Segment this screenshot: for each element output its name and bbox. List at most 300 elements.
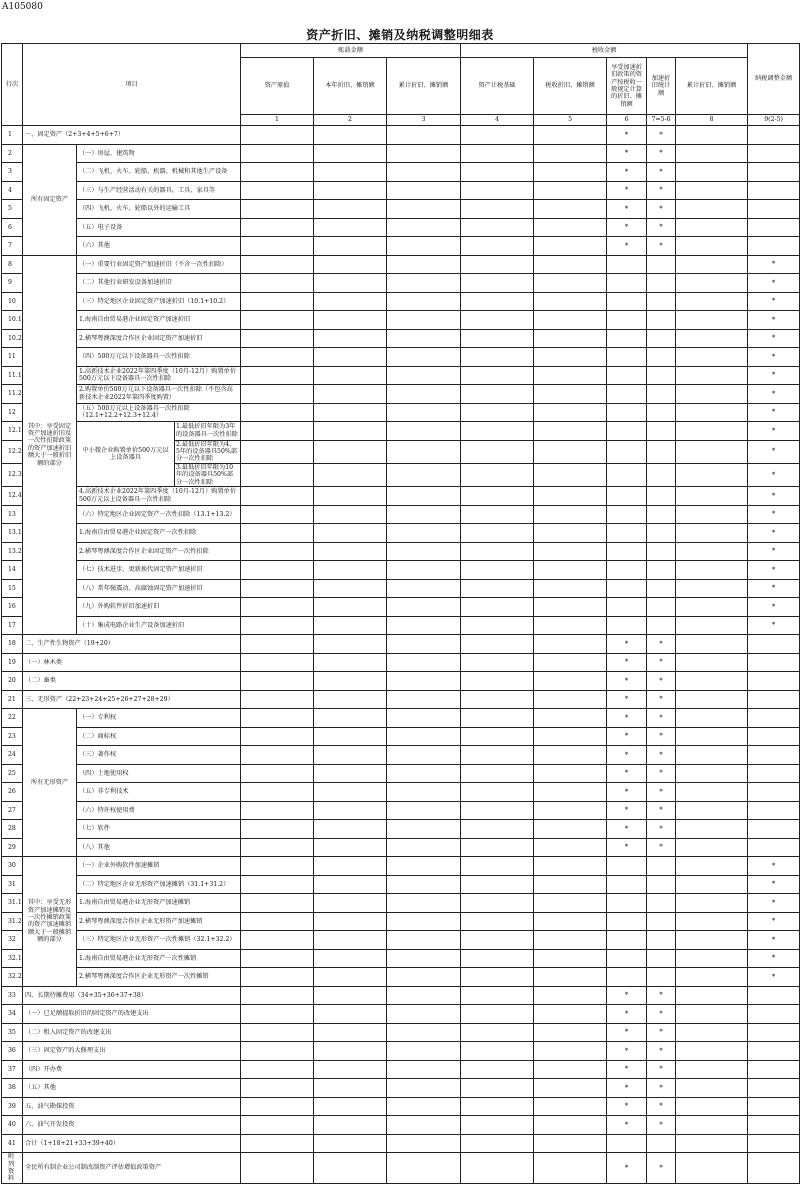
amount-cell-col-8[interactable] <box>676 1060 748 1079</box>
amount-cell-col-4[interactable] <box>461 949 534 968</box>
amount-cell-col-1[interactable] <box>241 487 314 506</box>
amount-cell-col-3[interactable] <box>387 1060 461 1079</box>
amount-cell-col-1[interactable] <box>241 385 314 404</box>
amount-cell-col-4[interactable] <box>461 875 534 894</box>
amount-cell-col-3[interactable] <box>387 912 461 931</box>
amount-cell-col-3[interactable] <box>387 1116 461 1135</box>
amount-cell-col-7[interactable] <box>647 857 676 876</box>
amount-cell-col-3[interactable] <box>387 709 461 728</box>
amount-cell-col-4[interactable] <box>461 311 534 330</box>
amount-cell-col-3[interactable] <box>387 463 461 486</box>
amount-cell-col-5[interactable] <box>534 598 607 617</box>
amount-cell-col-8[interactable] <box>676 801 748 820</box>
amount-cell-col-3[interactable] <box>387 1079 461 1098</box>
amount-cell-col-1[interactable] <box>241 561 314 580</box>
amount-cell-col-1[interactable] <box>241 311 314 330</box>
amount-cell-col-5[interactable] <box>534 385 607 404</box>
amount-cell-col-3[interactable] <box>387 764 461 783</box>
amount-cell-col-4[interactable] <box>461 255 534 274</box>
amount-cell-col-1[interactable] <box>241 1134 314 1153</box>
amount-cell-col-2[interactable] <box>314 986 387 1005</box>
amount-cell-col-4[interactable] <box>461 912 534 931</box>
amount-cell-col-4[interactable] <box>461 727 534 746</box>
amount-cell-col-4[interactable] <box>461 163 534 182</box>
amount-cell-col-5[interactable] <box>534 1116 607 1135</box>
amount-cell-col-2[interactable] <box>314 616 387 635</box>
amount-cell-col-6[interactable] <box>607 385 647 404</box>
amount-cell-col-6[interactable] <box>607 968 647 987</box>
amount-cell-col-5[interactable] <box>534 524 607 543</box>
amount-cell-col-2[interactable] <box>314 237 387 256</box>
amount-cell-col-7[interactable] <box>647 931 676 950</box>
amount-cell-col-8[interactable] <box>676 181 748 200</box>
amount-cell-col-5[interactable] <box>534 366 607 385</box>
amount-cell-col-7[interactable] <box>647 505 676 524</box>
amount-cell-col-7[interactable] <box>647 292 676 311</box>
amount-cell-col-1[interactable] <box>241 440 314 463</box>
amount-cell-col-7[interactable] <box>647 579 676 598</box>
amount-cell-col-8[interactable] <box>676 200 748 219</box>
amount-cell-col-1[interactable] <box>241 986 314 1005</box>
amount-cell-col-2[interactable] <box>314 1079 387 1098</box>
amount-cell-col-4[interactable] <box>461 274 534 293</box>
amount-cell-col-1[interactable] <box>241 1023 314 1042</box>
amount-cell-col-7[interactable] <box>647 875 676 894</box>
amount-cell-col-2[interactable] <box>314 801 387 820</box>
amount-cell-col-2[interactable] <box>314 385 387 404</box>
amount-cell-col-9[interactable] <box>748 1005 800 1024</box>
amount-cell-col-3[interactable] <box>387 801 461 820</box>
amount-cell-col-1[interactable] <box>241 1153 314 1184</box>
amount-cell-col-4[interactable] <box>461 144 534 163</box>
amount-cell-col-1[interactable] <box>241 463 314 486</box>
amount-cell-col-5[interactable] <box>534 968 607 987</box>
amount-cell-col-6[interactable] <box>607 292 647 311</box>
amount-cell-col-2[interactable] <box>314 311 387 330</box>
amount-cell-col-5[interactable] <box>534 653 607 672</box>
amount-cell-col-7[interactable] <box>647 894 676 913</box>
amount-cell-col-2[interactable] <box>314 1097 387 1116</box>
amount-cell-col-5[interactable] <box>534 487 607 506</box>
amount-cell-col-5[interactable] <box>534 1079 607 1098</box>
amount-cell-col-3[interactable] <box>387 487 461 506</box>
amount-cell-col-7[interactable] <box>647 949 676 968</box>
amount-cell-col-2[interactable] <box>314 1023 387 1042</box>
amount-cell-col-8[interactable] <box>676 820 748 839</box>
amount-cell-col-3[interactable] <box>387 329 461 348</box>
amount-cell-col-5[interactable] <box>534 542 607 561</box>
amount-cell-col-3[interactable] <box>387 403 461 422</box>
amount-cell-col-1[interactable] <box>241 820 314 839</box>
amount-cell-col-7[interactable] <box>647 329 676 348</box>
amount-cell-col-8[interactable] <box>676 487 748 506</box>
amount-cell-col-1[interactable] <box>241 672 314 691</box>
amount-cell-col-6[interactable] <box>607 857 647 876</box>
amount-cell-col-1[interactable] <box>241 1042 314 1061</box>
amount-cell-col-6[interactable] <box>607 912 647 931</box>
amount-cell-col-1[interactable] <box>241 274 314 293</box>
amount-cell-col-6[interactable] <box>607 579 647 598</box>
amount-cell-col-1[interactable] <box>241 690 314 709</box>
amount-cell-col-5[interactable] <box>534 422 607 441</box>
amount-cell-col-5[interactable] <box>534 1060 607 1079</box>
amount-cell-col-6[interactable] <box>607 403 647 422</box>
amount-cell-col-6[interactable] <box>607 1134 647 1153</box>
amount-cell-col-2[interactable] <box>314 931 387 950</box>
amount-cell-col-3[interactable] <box>387 635 461 654</box>
amount-cell-col-2[interactable] <box>314 348 387 367</box>
amount-cell-col-8[interactable] <box>676 653 748 672</box>
amount-cell-col-3[interactable] <box>387 653 461 672</box>
amount-cell-col-7[interactable] <box>647 912 676 931</box>
amount-cell-col-2[interactable] <box>314 200 387 219</box>
amount-cell-col-3[interactable] <box>387 875 461 894</box>
amount-cell-col-9[interactable] <box>748 635 800 654</box>
amount-cell-col-6[interactable] <box>607 875 647 894</box>
amount-cell-col-3[interactable] <box>387 672 461 691</box>
amount-cell-col-1[interactable] <box>241 542 314 561</box>
amount-cell-col-9[interactable] <box>748 218 800 237</box>
amount-cell-col-2[interactable] <box>314 579 387 598</box>
amount-cell-col-3[interactable] <box>387 505 461 524</box>
amount-cell-col-8[interactable] <box>676 542 748 561</box>
amount-cell-col-1[interactable] <box>241 764 314 783</box>
amount-cell-col-2[interactable] <box>314 163 387 182</box>
amount-cell-col-9[interactable] <box>748 838 800 857</box>
amount-cell-col-9[interactable] <box>748 237 800 256</box>
amount-cell-col-9[interactable] <box>748 1042 800 1061</box>
amount-cell-col-7[interactable] <box>647 542 676 561</box>
amount-cell-col-5[interactable] <box>534 163 607 182</box>
amount-cell-col-1[interactable] <box>241 598 314 617</box>
amount-cell-col-5[interactable] <box>534 348 607 367</box>
amount-cell-col-2[interactable] <box>314 126 387 145</box>
amount-cell-col-5[interactable] <box>534 690 607 709</box>
amount-cell-col-4[interactable] <box>461 690 534 709</box>
amount-cell-col-8[interactable] <box>676 403 748 422</box>
amount-cell-col-5[interactable] <box>534 1023 607 1042</box>
amount-cell-col-3[interactable] <box>387 255 461 274</box>
amount-cell-col-3[interactable] <box>387 144 461 163</box>
amount-cell-col-5[interactable] <box>534 894 607 913</box>
amount-cell-col-1[interactable] <box>241 403 314 422</box>
amount-cell-col-8[interactable] <box>676 764 748 783</box>
amount-cell-col-3[interactable] <box>387 292 461 311</box>
amount-cell-col-7[interactable] <box>647 348 676 367</box>
amount-cell-col-8[interactable] <box>676 857 748 876</box>
amount-cell-col-2[interactable] <box>314 463 387 486</box>
amount-cell-col-1[interactable] <box>241 422 314 441</box>
amount-cell-col-7[interactable] <box>647 487 676 506</box>
amount-cell-col-4[interactable] <box>461 1060 534 1079</box>
amount-cell-col-4[interactable] <box>461 986 534 1005</box>
amount-cell-col-8[interactable] <box>676 524 748 543</box>
amount-cell-col-8[interactable] <box>676 366 748 385</box>
amount-cell-col-5[interactable] <box>534 403 607 422</box>
amount-cell-col-9[interactable] <box>748 1097 800 1116</box>
amount-cell-col-9[interactable] <box>748 144 800 163</box>
amount-cell-col-9[interactable] <box>748 181 800 200</box>
amount-cell-col-4[interactable] <box>461 1097 534 1116</box>
amount-cell-col-4[interactable] <box>461 561 534 580</box>
amount-cell-col-4[interactable] <box>461 801 534 820</box>
amount-cell-col-2[interactable] <box>314 561 387 580</box>
amount-cell-col-2[interactable] <box>314 255 387 274</box>
amount-cell-col-1[interactable] <box>241 801 314 820</box>
amount-cell-col-3[interactable] <box>387 1153 461 1184</box>
amount-cell-col-5[interactable] <box>534 820 607 839</box>
amount-cell-col-8[interactable] <box>676 561 748 580</box>
amount-cell-col-1[interactable] <box>241 579 314 598</box>
amount-cell-col-8[interactable] <box>676 255 748 274</box>
amount-cell-col-2[interactable] <box>314 440 387 463</box>
amount-cell-col-4[interactable] <box>461 200 534 219</box>
amount-cell-col-6[interactable] <box>607 931 647 950</box>
amount-cell-col-5[interactable] <box>534 912 607 931</box>
amount-cell-col-1[interactable] <box>241 857 314 876</box>
amount-cell-col-4[interactable] <box>461 579 534 598</box>
amount-cell-col-4[interactable] <box>461 422 534 441</box>
amount-cell-col-3[interactable] <box>387 237 461 256</box>
amount-cell-col-4[interactable] <box>461 1116 534 1135</box>
amount-cell-col-2[interactable] <box>314 403 387 422</box>
amount-cell-col-1[interactable] <box>241 366 314 385</box>
amount-cell-col-8[interactable] <box>676 598 748 617</box>
amount-cell-col-5[interactable] <box>534 709 607 728</box>
amount-cell-col-4[interactable] <box>461 968 534 987</box>
amount-cell-col-8[interactable] <box>676 1153 748 1184</box>
amount-cell-col-3[interactable] <box>387 1005 461 1024</box>
amount-cell-col-3[interactable] <box>387 440 461 463</box>
amount-cell-col-3[interactable] <box>387 857 461 876</box>
amount-cell-col-8[interactable] <box>676 1079 748 1098</box>
amount-cell-col-4[interactable] <box>461 653 534 672</box>
amount-cell-col-3[interactable] <box>387 894 461 913</box>
amount-cell-col-8[interactable] <box>676 126 748 145</box>
amount-cell-col-8[interactable] <box>676 505 748 524</box>
amount-cell-col-5[interactable] <box>534 579 607 598</box>
amount-cell-col-4[interactable] <box>461 857 534 876</box>
amount-cell-col-9[interactable] <box>748 801 800 820</box>
amount-cell-col-8[interactable] <box>676 635 748 654</box>
amount-cell-col-6[interactable] <box>607 542 647 561</box>
amount-cell-col-2[interactable] <box>314 1153 387 1184</box>
amount-cell-col-9[interactable] <box>748 1116 800 1135</box>
amount-cell-col-3[interactable] <box>387 616 461 635</box>
amount-cell-col-5[interactable] <box>534 875 607 894</box>
amount-cell-col-6[interactable] <box>607 329 647 348</box>
amount-cell-col-8[interactable] <box>676 690 748 709</box>
amount-cell-col-8[interactable] <box>676 746 748 765</box>
amount-cell-col-2[interactable] <box>314 746 387 765</box>
amount-cell-col-3[interactable] <box>387 126 461 145</box>
amount-cell-col-3[interactable] <box>387 1042 461 1061</box>
amount-cell-col-4[interactable] <box>461 764 534 783</box>
amount-cell-col-8[interactable] <box>676 968 748 987</box>
amount-cell-col-3[interactable] <box>387 561 461 580</box>
amount-cell-col-7[interactable] <box>647 422 676 441</box>
amount-cell-col-1[interactable] <box>241 237 314 256</box>
amount-cell-col-3[interactable] <box>387 838 461 857</box>
amount-cell-col-2[interactable] <box>314 690 387 709</box>
amount-cell-col-4[interactable] <box>461 403 534 422</box>
amount-cell-col-1[interactable] <box>241 635 314 654</box>
amount-cell-col-2[interactable] <box>314 487 387 506</box>
amount-cell-col-3[interactable] <box>387 181 461 200</box>
amount-cell-col-8[interactable] <box>676 986 748 1005</box>
amount-cell-col-8[interactable] <box>676 579 748 598</box>
amount-cell-col-3[interactable] <box>387 931 461 950</box>
amount-cell-col-8[interactable] <box>676 218 748 237</box>
amount-cell-col-1[interactable] <box>241 218 314 237</box>
amount-cell-col-3[interactable] <box>387 366 461 385</box>
amount-cell-col-7[interactable] <box>647 463 676 486</box>
amount-cell-col-4[interactable] <box>461 820 534 839</box>
amount-cell-col-9[interactable] <box>748 820 800 839</box>
amount-cell-col-8[interactable] <box>676 949 748 968</box>
amount-cell-col-9[interactable] <box>748 672 800 691</box>
amount-cell-col-1[interactable] <box>241 1079 314 1098</box>
amount-cell-col-3[interactable] <box>387 385 461 404</box>
amount-cell-col-8[interactable] <box>676 1023 748 1042</box>
amount-cell-col-1[interactable] <box>241 653 314 672</box>
amount-cell-col-5[interactable] <box>534 783 607 802</box>
amount-cell-col-2[interactable] <box>314 542 387 561</box>
amount-cell-col-2[interactable] <box>314 598 387 617</box>
amount-cell-col-1[interactable] <box>241 1116 314 1135</box>
amount-cell-col-4[interactable] <box>461 524 534 543</box>
amount-cell-col-5[interactable] <box>534 561 607 580</box>
amount-cell-col-8[interactable] <box>676 422 748 441</box>
amount-cell-col-8[interactable] <box>676 931 748 950</box>
amount-cell-col-3[interactable] <box>387 598 461 617</box>
amount-cell-col-8[interactable] <box>676 709 748 728</box>
amount-cell-col-7[interactable] <box>647 1134 676 1153</box>
amount-cell-col-9[interactable] <box>748 690 800 709</box>
amount-cell-col-1[interactable] <box>241 163 314 182</box>
amount-cell-col-7[interactable] <box>647 385 676 404</box>
amount-cell-col-2[interactable] <box>314 292 387 311</box>
amount-cell-col-4[interactable] <box>461 783 534 802</box>
amount-cell-col-5[interactable] <box>534 144 607 163</box>
amount-cell-col-1[interactable] <box>241 783 314 802</box>
amount-cell-col-2[interactable] <box>314 894 387 913</box>
amount-cell-col-6[interactable] <box>607 524 647 543</box>
amount-cell-col-4[interactable] <box>461 1079 534 1098</box>
amount-cell-col-9[interactable] <box>748 163 800 182</box>
amount-cell-col-8[interactable] <box>676 616 748 635</box>
amount-cell-col-6[interactable] <box>607 616 647 635</box>
amount-cell-col-3[interactable] <box>387 746 461 765</box>
amount-cell-col-6[interactable] <box>607 598 647 617</box>
amount-cell-col-5[interactable] <box>534 746 607 765</box>
amount-cell-col-4[interactable] <box>461 348 534 367</box>
amount-cell-col-5[interactable] <box>534 986 607 1005</box>
amount-cell-col-5[interactable] <box>534 181 607 200</box>
amount-cell-col-4[interactable] <box>461 931 534 950</box>
amount-cell-col-5[interactable] <box>534 1153 607 1184</box>
amount-cell-col-5[interactable] <box>534 1097 607 1116</box>
amount-cell-col-3[interactable] <box>387 949 461 968</box>
amount-cell-col-1[interactable] <box>241 838 314 857</box>
amount-cell-col-2[interactable] <box>314 875 387 894</box>
amount-cell-col-5[interactable] <box>534 274 607 293</box>
amount-cell-col-9[interactable] <box>748 200 800 219</box>
amount-cell-col-1[interactable] <box>241 505 314 524</box>
amount-cell-col-4[interactable] <box>461 505 534 524</box>
amount-cell-col-5[interactable] <box>534 1005 607 1024</box>
amount-cell-col-2[interactable] <box>314 912 387 931</box>
amount-cell-col-4[interactable] <box>461 616 534 635</box>
amount-cell-col-4[interactable] <box>461 1023 534 1042</box>
amount-cell-col-8[interactable] <box>676 1097 748 1116</box>
amount-cell-col-2[interactable] <box>314 144 387 163</box>
amount-cell-col-7[interactable] <box>647 311 676 330</box>
amount-cell-col-4[interactable] <box>461 126 534 145</box>
amount-cell-col-5[interactable] <box>534 126 607 145</box>
amount-cell-col-5[interactable] <box>534 311 607 330</box>
amount-cell-col-1[interactable] <box>241 931 314 950</box>
amount-cell-col-7[interactable] <box>647 616 676 635</box>
amount-cell-col-3[interactable] <box>387 274 461 293</box>
amount-cell-col-2[interactable] <box>314 1116 387 1135</box>
amount-cell-col-1[interactable] <box>241 894 314 913</box>
amount-cell-col-3[interactable] <box>387 218 461 237</box>
amount-cell-col-4[interactable] <box>461 838 534 857</box>
amount-cell-col-5[interactable] <box>534 200 607 219</box>
amount-cell-col-8[interactable] <box>676 672 748 691</box>
amount-cell-col-8[interactable] <box>676 727 748 746</box>
amount-cell-col-2[interactable] <box>314 274 387 293</box>
amount-cell-col-3[interactable] <box>387 986 461 1005</box>
amount-cell-col-8[interactable] <box>676 144 748 163</box>
amount-cell-col-1[interactable] <box>241 616 314 635</box>
amount-cell-col-2[interactable] <box>314 505 387 524</box>
amount-cell-col-5[interactable] <box>534 801 607 820</box>
amount-cell-col-6[interactable] <box>607 894 647 913</box>
amount-cell-col-7[interactable] <box>647 524 676 543</box>
amount-cell-col-9[interactable] <box>748 783 800 802</box>
amount-cell-col-8[interactable] <box>676 348 748 367</box>
amount-cell-col-8[interactable] <box>676 783 748 802</box>
amount-cell-col-8[interactable] <box>676 311 748 330</box>
amount-cell-col-4[interactable] <box>461 1042 534 1061</box>
amount-cell-col-3[interactable] <box>387 163 461 182</box>
amount-cell-col-3[interactable] <box>387 542 461 561</box>
amount-cell-col-1[interactable] <box>241 200 314 219</box>
amount-cell-col-6[interactable] <box>607 366 647 385</box>
amount-cell-col-9[interactable] <box>748 1060 800 1079</box>
amount-cell-col-8[interactable] <box>676 1005 748 1024</box>
amount-cell-col-8[interactable] <box>676 1134 748 1153</box>
amount-cell-col-4[interactable] <box>461 218 534 237</box>
amount-cell-col-2[interactable] <box>314 820 387 839</box>
amount-cell-col-5[interactable] <box>534 616 607 635</box>
amount-cell-col-8[interactable] <box>676 1042 748 1061</box>
amount-cell-col-2[interactable] <box>314 635 387 654</box>
amount-cell-col-4[interactable] <box>461 746 534 765</box>
amount-cell-col-3[interactable] <box>387 348 461 367</box>
amount-cell-col-3[interactable] <box>387 1134 461 1153</box>
amount-cell-col-5[interactable] <box>534 218 607 237</box>
amount-cell-col-9[interactable] <box>748 126 800 145</box>
amount-cell-col-5[interactable] <box>534 857 607 876</box>
amount-cell-col-2[interactable] <box>314 968 387 987</box>
amount-cell-col-9[interactable] <box>748 653 800 672</box>
amount-cell-col-4[interactable] <box>461 237 534 256</box>
amount-cell-col-4[interactable] <box>461 440 534 463</box>
amount-cell-col-8[interactable] <box>676 894 748 913</box>
